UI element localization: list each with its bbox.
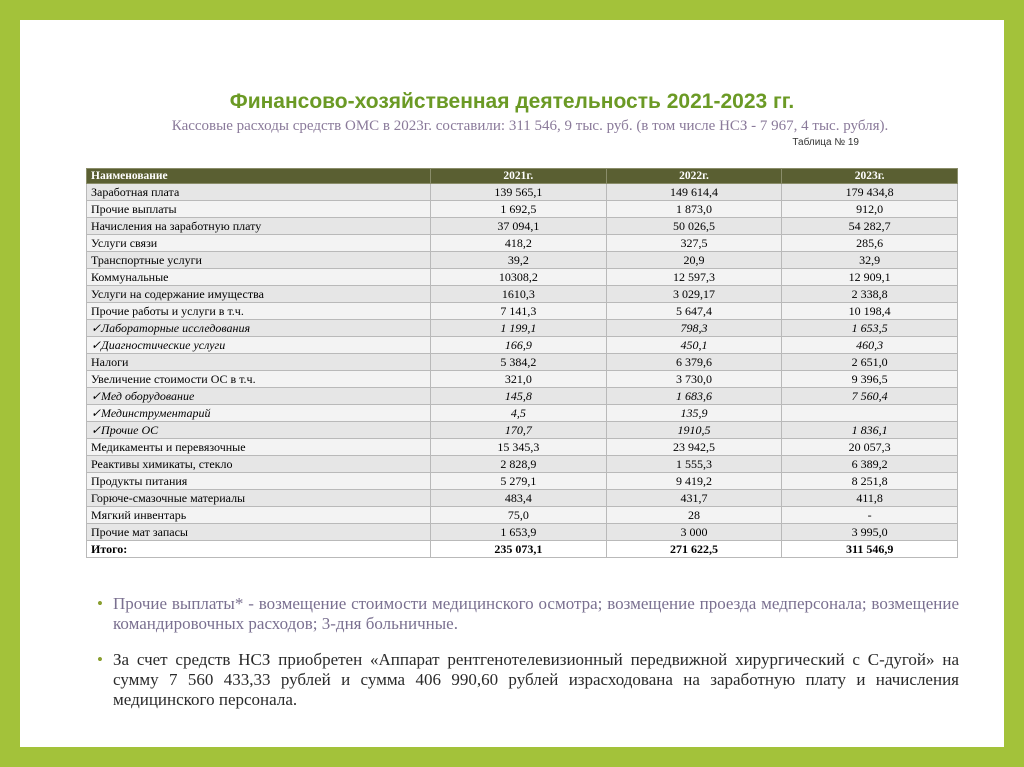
value-2023: 2 651,0: [782, 354, 958, 371]
table-row: [87, 354, 958, 371]
value-2021: 139 565,1: [431, 184, 607, 201]
slide-title: Финансово-хозяйственная деятельность 2021-2023 гг.: [229, 90, 795, 113]
finance-table: [86, 168, 958, 558]
value-2021: 7 141,3: [431, 303, 607, 320]
row-name: Начисления на заработную плату: [87, 218, 431, 235]
table-row: [87, 371, 958, 388]
table-row: [87, 303, 958, 320]
table-number: Таблица № 19: [792, 137, 859, 148]
row-name: Медикаменты и перевязочные: [87, 439, 431, 456]
total-2022: 271 622,5: [606, 541, 782, 558]
bullet-dot-icon: •: [97, 650, 103, 669]
table-row: [87, 184, 958, 201]
note-item: [97, 594, 959, 634]
value-2023: -: [782, 507, 958, 524]
value-2021: 170,7: [431, 422, 607, 439]
value-2021: 1 653,9: [431, 524, 607, 541]
value-2022: 450,1: [606, 337, 782, 354]
header-2021: 2021г.: [431, 169, 607, 184]
value-2022: 50 026,5: [606, 218, 782, 235]
value-2021: 15 345,3: [431, 439, 607, 456]
value-2021: 2 828,9: [431, 456, 607, 473]
value-2022: 1 555,3: [606, 456, 782, 473]
value-2022: 3 730,0: [606, 371, 782, 388]
row-name: ✓Мединструментарий: [87, 405, 431, 422]
header-2023: 2023г.: [782, 169, 958, 184]
value-2022: 9 419,2: [606, 473, 782, 490]
value-2022: 5 647,4: [606, 303, 782, 320]
value-2023: 3 995,0: [782, 524, 958, 541]
row-name: Увеличение стоимости ОС в т.ч.: [87, 371, 431, 388]
table-row: [87, 422, 958, 439]
row-name: Коммунальные: [87, 269, 431, 286]
row-name: Услуги на содержание имущества: [87, 286, 431, 303]
row-name: Налоги: [87, 354, 431, 371]
value-2022: 28: [606, 507, 782, 524]
value-2022: 1910,5: [606, 422, 782, 439]
table-total-row: [87, 541, 958, 558]
value-2023: [782, 405, 958, 422]
value-2023: 32,9: [782, 252, 958, 269]
value-2023: 411,8: [782, 490, 958, 507]
value-2023: 12 909,1: [782, 269, 958, 286]
row-name: Заработная плата: [87, 184, 431, 201]
value-2021: 1 692,5: [431, 201, 607, 218]
value-2022: 6 379,6: [606, 354, 782, 371]
note-text: Прочие выплаты* - возмещение стоимости медицинского осмотра; возмещение проезда медперсонала; возмещение командировочных расходов; 3-дня больничные.: [113, 594, 959, 633]
value-2022: 798,3: [606, 320, 782, 337]
table-row: [87, 439, 958, 456]
value-2023: 2 338,8: [782, 286, 958, 303]
row-name: Прочие выплаты: [87, 201, 431, 218]
value-2023: 460,3: [782, 337, 958, 354]
value-2023: 20 057,3: [782, 439, 958, 456]
value-2023: 1 836,1: [782, 422, 958, 439]
table-row: [87, 507, 958, 524]
value-2023: 1 653,5: [782, 320, 958, 337]
slide-subtitle: Кассовые расходы средств ОМС в 2023г. составили: 311 546, 9 тыс. руб. (в том числе НСЗ - 7 967, 4 тыс. рубля).: [171, 118, 889, 134]
table-row: [87, 252, 958, 269]
value-2022: 1 873,0: [606, 201, 782, 218]
table-row: [87, 320, 958, 337]
table-row: [87, 524, 958, 541]
value-2021: 37 094,1: [431, 218, 607, 235]
value-2021: 1610,3: [431, 286, 607, 303]
row-name: Продукты питания: [87, 473, 431, 490]
table-row: [87, 456, 958, 473]
value-2023: 179 434,8: [782, 184, 958, 201]
value-2022: 20,9: [606, 252, 782, 269]
header-2022: 2022г.: [606, 169, 782, 184]
row-name: ✓Диагностические услуги: [87, 337, 431, 354]
bullet-dot-icon: •: [97, 594, 103, 613]
header-name: Наименование: [87, 169, 431, 184]
value-2021: 5 384,2: [431, 354, 607, 371]
table-row: [87, 473, 958, 490]
value-2022: 3 000: [606, 524, 782, 541]
table-header-row: [87, 169, 958, 184]
table-row: [87, 337, 958, 354]
table-row: [87, 388, 958, 405]
value-2021: 10308,2: [431, 269, 607, 286]
table-row: [87, 218, 958, 235]
value-2022: 431,7: [606, 490, 782, 507]
total-2021: 235 073,1: [431, 541, 607, 558]
row-name: ✓Мед оборудование: [87, 388, 431, 405]
value-2022: 3 029,17: [606, 286, 782, 303]
value-2023: 6 389,2: [782, 456, 958, 473]
value-2023: 912,0: [782, 201, 958, 218]
value-2021: 418,2: [431, 235, 607, 252]
row-name: Прочие работы и услуги в т.ч.: [87, 303, 431, 320]
row-name: Горюче-смазочные материалы: [87, 490, 431, 507]
note-item: [97, 650, 959, 710]
value-2021: 145,8: [431, 388, 607, 405]
value-2022: 1 683,6: [606, 388, 782, 405]
value-2022: 135,9: [606, 405, 782, 422]
value-2021: 75,0: [431, 507, 607, 524]
value-2021: 39,2: [431, 252, 607, 269]
row-name: Транспортные услуги: [87, 252, 431, 269]
value-2023: 9 396,5: [782, 371, 958, 388]
value-2021: 166,9: [431, 337, 607, 354]
row-name: Реактивы химикаты, стекло: [87, 456, 431, 473]
value-2021: 321,0: [431, 371, 607, 388]
value-2022: 149 614,4: [606, 184, 782, 201]
row-name: Мягкий инвентарь: [87, 507, 431, 524]
value-2023: 54 282,7: [782, 218, 958, 235]
value-2021: 4,5: [431, 405, 607, 422]
value-2023: 8 251,8: [782, 473, 958, 490]
row-name: ✓Лабораторные исследования: [87, 320, 431, 337]
table-row: [87, 269, 958, 286]
table-row: [87, 201, 958, 218]
value-2023: 285,6: [782, 235, 958, 252]
table-row: [87, 286, 958, 303]
value-2021: 5 279,1: [431, 473, 607, 490]
row-name: Услуги связи: [87, 235, 431, 252]
value-2021: 483,4: [431, 490, 607, 507]
value-2023: 10 198,4: [782, 303, 958, 320]
total-label: Итого:: [87, 541, 431, 558]
table-row: [87, 405, 958, 422]
value-2021: 1 199,1: [431, 320, 607, 337]
notes-list: [97, 594, 959, 726]
row-name: Прочие мат запасы: [87, 524, 431, 541]
value-2022: 23 942,5: [606, 439, 782, 456]
note-text: За счет средств НСЗ приобретен «Аппарат рентгенотелевизионный передвижной хирургический с С-дугой» на сумму 7 560 433,33 рублей и сумма 406 990,60 рублей израсходована на заработную плату и начисления медицинского персонала.: [113, 650, 959, 709]
total-2023: 311 546,9: [782, 541, 958, 558]
value-2022: 12 597,3: [606, 269, 782, 286]
row-name: ✓Прочие ОС: [87, 422, 431, 439]
table-row: [87, 490, 958, 507]
table-row: [87, 235, 958, 252]
value-2022: 327,5: [606, 235, 782, 252]
value-2023: 7 560,4: [782, 388, 958, 405]
